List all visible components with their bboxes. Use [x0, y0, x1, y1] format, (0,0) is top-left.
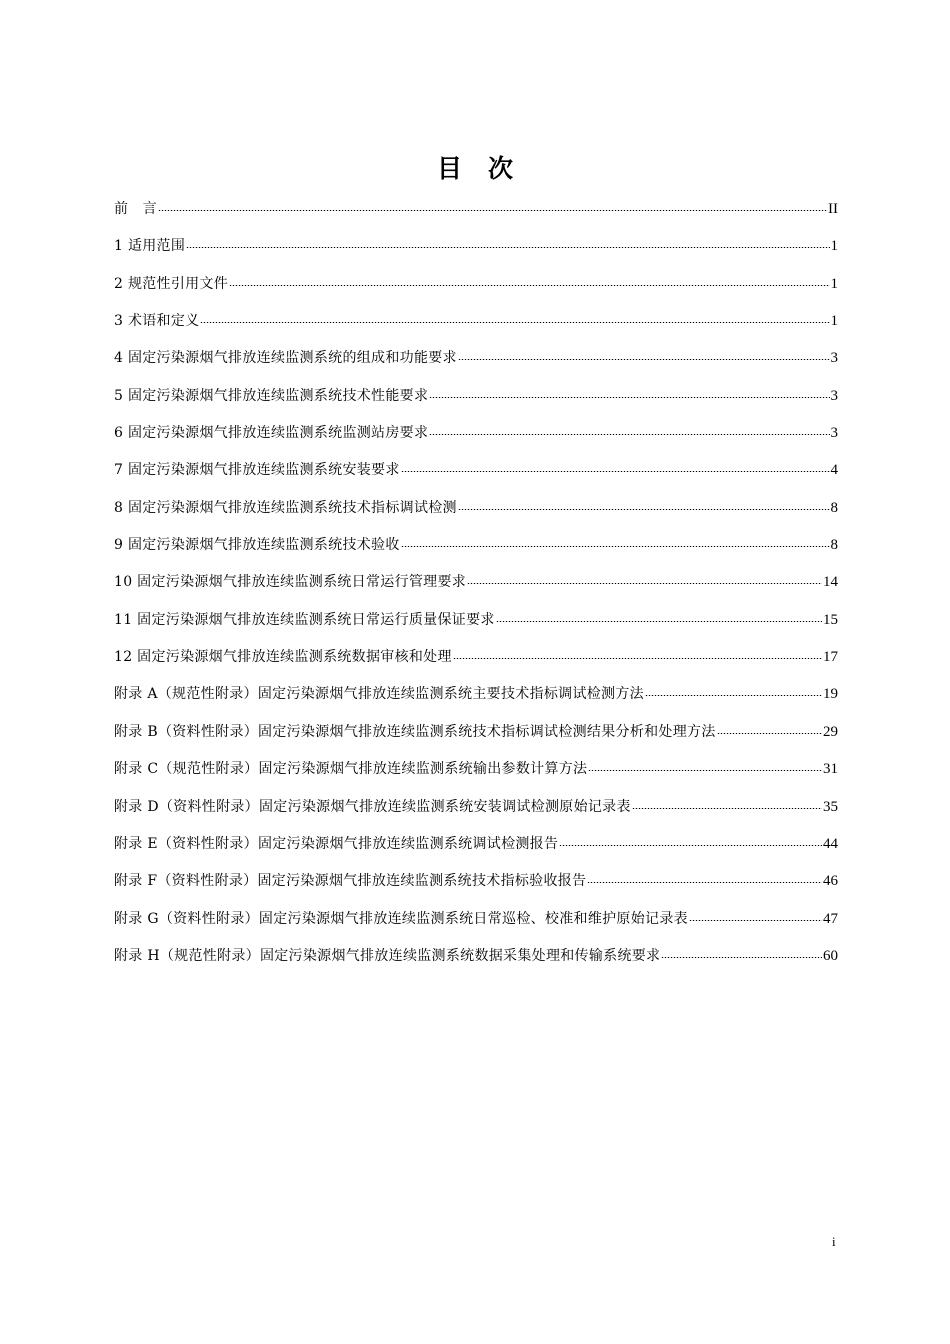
- toc-entry-label: 5 固定污染源烟气排放连续监测系统技术性能要求: [114, 387, 429, 404]
- toc-entry-label: 9 固定污染源烟气排放连续监测系统技术验收: [114, 537, 400, 554]
- toc-entry-page: 8: [830, 499, 838, 516]
- toc-entry-label: 6 固定污染源烟气排放连续监测系统监测站房要求: [114, 425, 429, 442]
- page-title: 目次: [436, 153, 539, 183]
- toc-entry-label: 前 言: [114, 201, 157, 217]
- toc-entry-page: 1: [830, 313, 838, 330]
- toc-dot-leader: [453, 658, 822, 659]
- toc-entry-page: 17: [823, 649, 838, 666]
- toc-entry-page: 3: [830, 425, 838, 442]
- toc-entry-page: 47: [823, 910, 838, 927]
- toc-entry-page: 4: [830, 462, 838, 479]
- toc-dot-leader: [429, 434, 829, 435]
- toc-entry[interactable]: [114, 456, 838, 493]
- toc-entry-label: 12 固定污染源烟气排放连续监测系统数据审核和处理: [114, 649, 452, 666]
- toc-entry[interactable]: [114, 942, 838, 979]
- toc-entry[interactable]: [114, 905, 838, 942]
- toc-entry-page: 3: [830, 387, 838, 404]
- toc-dot-leader: [158, 210, 827, 211]
- toc-entry[interactable]: [114, 307, 838, 344]
- toc-entry[interactable]: [114, 270, 838, 307]
- toc-entry-label: 4 固定污染源烟气排放连续监测系统的组成和功能要求: [114, 350, 457, 367]
- toc-entry[interactable]: [114, 793, 838, 830]
- toc-entry[interactable]: [114, 232, 838, 269]
- toc-entry-label: 11 固定污染源烟气排放连续监测系统日常运行质量保证要求: [114, 611, 495, 628]
- toc-entry[interactable]: [114, 830, 838, 867]
- toc-dot-leader: [689, 920, 822, 921]
- toc-dot-leader: [645, 695, 822, 696]
- toc-entry-label: 附录 B（资料性附录）固定污染源烟气排放连续监测系统技术指标调试检测结果分析和处理方法: [114, 723, 716, 740]
- toc-entry-label: 附录 F（资料性附录）固定污染源烟气排放连续监测系统技术指标验收报告: [114, 873, 587, 890]
- toc-dot-leader: [401, 546, 830, 547]
- toc-dot-leader: [458, 359, 830, 360]
- toc-entry[interactable]: [114, 680, 838, 717]
- toc-entry[interactable]: [114, 568, 838, 605]
- toc-dot-leader: [429, 397, 829, 398]
- toc-dot-leader: [229, 285, 829, 286]
- toc-dot-leader: [200, 322, 829, 323]
- toc-entry-label: 7 固定污染源烟气排放连续监测系统安装要求: [114, 462, 400, 479]
- page-number: i: [832, 1234, 836, 1249]
- toc-dot-leader: [661, 957, 822, 958]
- toc-entry-page: 35: [823, 798, 838, 815]
- toc-entry-page: 29: [823, 723, 838, 740]
- toc-entry[interactable]: [114, 531, 838, 568]
- toc-entry[interactable]: [114, 419, 838, 456]
- toc-entry-label: 1 适用范围: [114, 238, 186, 255]
- toc-entry-page: 8: [830, 537, 838, 554]
- toc-entry-label: 附录 E（资料性附录）固定污染源烟气排放连续监测系统调试检测报告: [114, 835, 559, 852]
- toc-entry[interactable]: [114, 755, 838, 792]
- toc-dot-leader: [467, 583, 822, 584]
- toc-entry-page: 46: [823, 873, 838, 890]
- toc-entry[interactable]: [114, 606, 838, 643]
- toc-entry-label: 2 规范性引用文件: [114, 275, 229, 292]
- toc-entry-label: 10 固定污染源烟气排放连续监测系统日常运行管理要求: [114, 574, 467, 591]
- toc-entry-page: 15: [823, 611, 838, 628]
- toc-entry[interactable]: [114, 867, 838, 904]
- toc-dot-leader: [717, 733, 822, 734]
- toc-dot-leader: [496, 621, 822, 622]
- toc-entry[interactable]: [114, 195, 838, 232]
- toc-entry-page: 60: [823, 947, 838, 964]
- toc-entry-page: 1: [830, 275, 838, 292]
- toc-entry[interactable]: [114, 344, 838, 381]
- toc-dot-leader: [587, 882, 822, 883]
- toc-entry-page: 44: [823, 835, 838, 852]
- toc-entry-page: II: [828, 201, 838, 217]
- toc-entry-page: 14: [823, 574, 838, 591]
- toc-entry-page: 1: [830, 238, 838, 255]
- toc-dot-leader: [588, 770, 822, 771]
- toc-dot-leader: [401, 471, 830, 472]
- toc-entry-label: 附录 G（资料性附录）固定污染源烟气排放连续监测系统日常巡检、校准和维护原始记录表: [114, 910, 688, 927]
- toc-entry-page: 31: [823, 761, 838, 778]
- toc-entry-label: 附录 C（规范性附录）固定污染源烟气排放连续监测系统输出参数计算方法: [114, 761, 588, 778]
- toc-entry-page: 3: [830, 350, 838, 367]
- toc-entry-label: 附录 A（规范性附录）固定污染源烟气排放连续监测系统主要技术指标调试检测方法: [114, 686, 644, 703]
- toc-entry-label: 3 术语和定义: [114, 313, 200, 330]
- toc-dot-leader: [632, 808, 822, 809]
- table-of-contents: [114, 195, 838, 979]
- toc-entry[interactable]: [114, 382, 838, 419]
- toc-entry-label: 附录 D（资料性附录）固定污染源烟气排放连续监测系统安装调试检测原始记录表: [114, 798, 631, 815]
- toc-entry[interactable]: [114, 494, 838, 531]
- toc-dot-leader: [559, 845, 822, 846]
- toc-dot-leader: [458, 509, 830, 510]
- toc-entry-page: 19: [823, 686, 838, 703]
- toc-entry-label: 8 固定污染源烟气排放连续监测系统技术指标调试检测: [114, 499, 457, 516]
- toc-entry-label: 附录 H（规范性附录）固定污染源烟气排放连续监测系统数据采集处理和传输系统要求: [114, 947, 661, 964]
- toc-entry[interactable]: [114, 643, 838, 680]
- toc-dot-leader: [186, 247, 829, 248]
- toc-entry[interactable]: [114, 718, 838, 755]
